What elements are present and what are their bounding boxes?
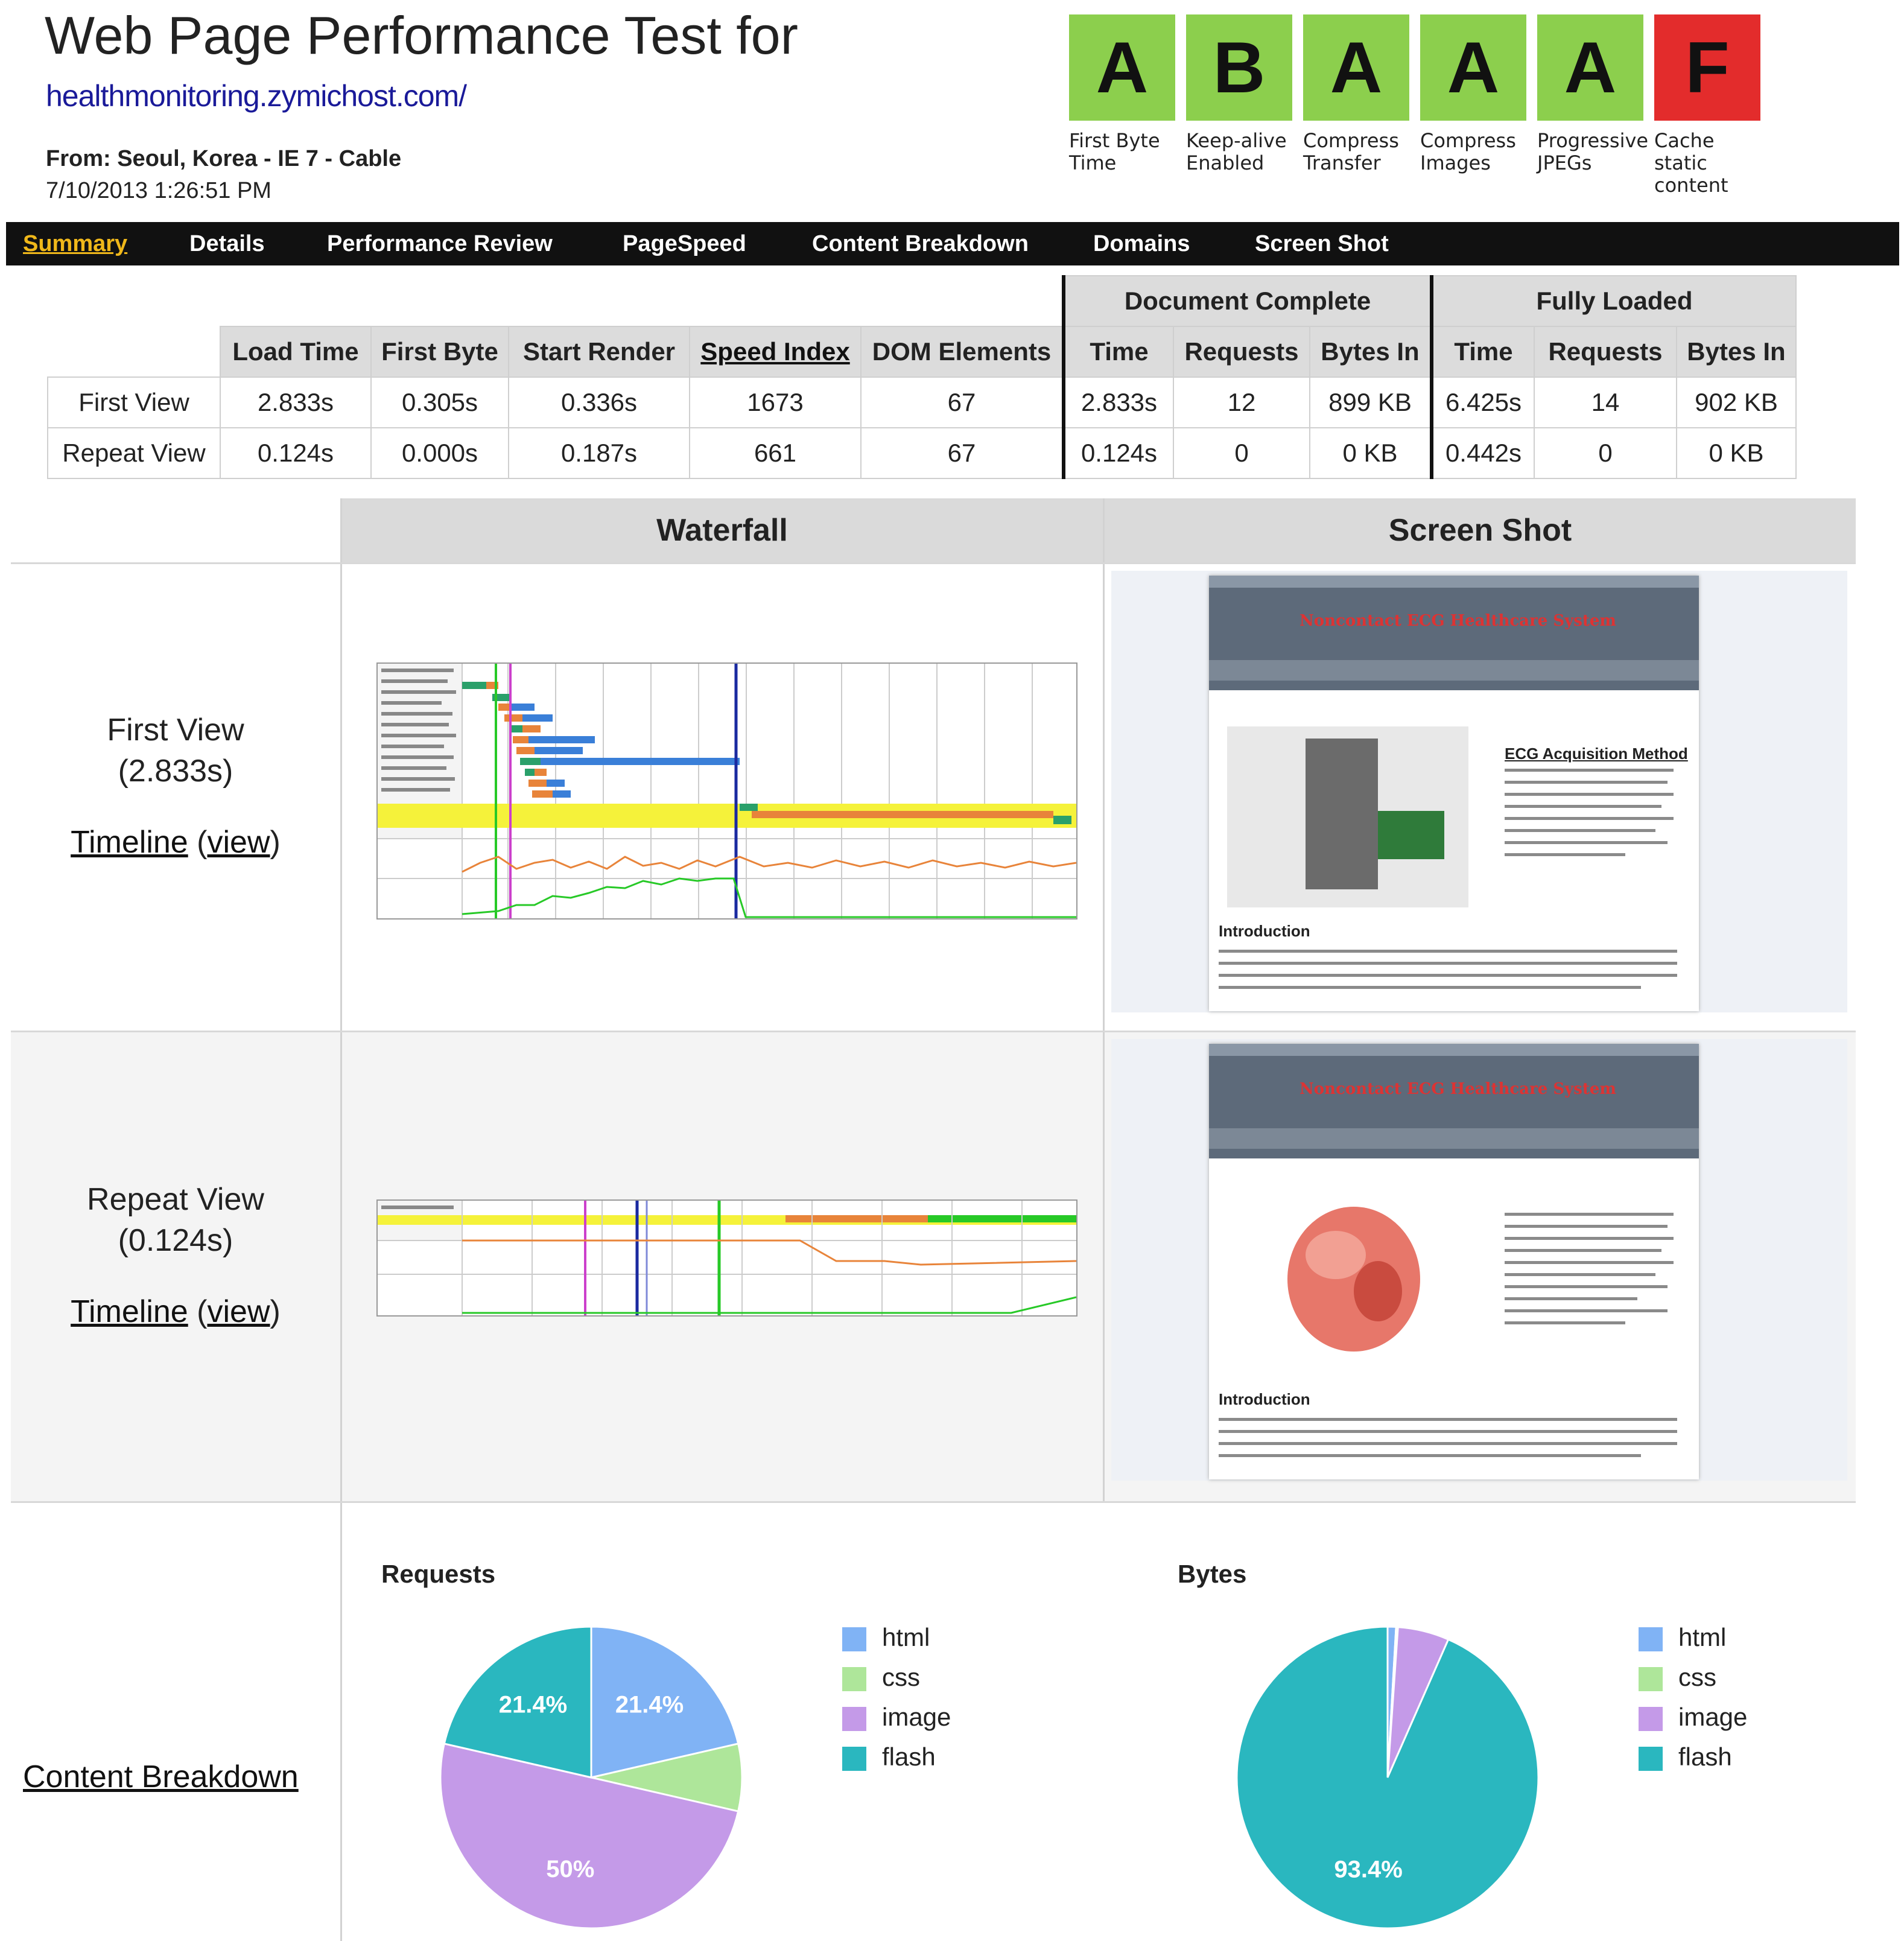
legend-swatch — [1639, 1707, 1663, 1731]
column-divider — [1103, 498, 1105, 1501]
table-cell: 0 KB — [1677, 428, 1796, 478]
nav-summary[interactable]: Summary — [23, 231, 128, 256]
tested-url-link[interactable]: healthmonitoring.zymichost.com/ — [46, 79, 467, 113]
test-location: From: Seoul, Korea - IE 7 - Cable — [46, 146, 402, 171]
legend-item-image — [1639, 1703, 1747, 1732]
legend-swatch — [1639, 1627, 1663, 1651]
grade-keep-alive-letter: B — [1186, 14, 1292, 121]
first-view-label: First View (2.833s) Timeline (view) — [11, 712, 340, 860]
grade-progressive-jpegs-letter: A — [1537, 14, 1643, 121]
table-cell: 902 KB — [1677, 377, 1796, 428]
table-row — [48, 428, 1796, 478]
legend-label: html — [1678, 1623, 1727, 1651]
legend-item-css — [842, 1663, 920, 1692]
screenshot-menu — [1209, 660, 1699, 681]
legend-label: image — [1678, 1703, 1748, 1731]
table-cell: 2.833s — [220, 377, 371, 428]
column-divider — [340, 498, 342, 1941]
col-doc-requests: Requests — [1173, 326, 1310, 377]
nav-domains[interactable]: Domains — [1093, 231, 1190, 256]
requests-pie-chart — [416, 1623, 766, 1937]
results-table — [47, 275, 1797, 479]
legend-swatch — [842, 1667, 866, 1691]
legend-item-image — [842, 1703, 951, 1732]
waterfall-header: Waterfall — [341, 498, 1103, 562]
col-doc-bytes: Bytes In — [1310, 326, 1432, 377]
row-divider — [11, 1031, 1856, 1032]
row-divider — [11, 562, 1856, 564]
pie-data-label: 93.4% — [1334, 1856, 1403, 1883]
legend-swatch — [842, 1627, 866, 1651]
screenshot-page — [1209, 576, 1699, 1011]
pie-data-label: 50% — [546, 1856, 595, 1883]
col-full-time: Time — [1432, 326, 1534, 377]
repeat-view-waterfall[interactable] — [376, 1199, 1077, 1317]
legend-item-html — [842, 1623, 930, 1652]
screenshot-intro-heading: Introduction — [1219, 922, 1310, 940]
first-view-title: First View — [107, 713, 244, 748]
screenshot-page — [1209, 1044, 1699, 1479]
bytes-pie-chart — [1213, 1623, 1563, 1937]
table-cell: 0.305s — [371, 377, 509, 428]
legend-swatch — [1639, 1747, 1663, 1771]
repeat-view-title: Repeat View — [87, 1182, 264, 1217]
screenshot-menu — [1209, 1128, 1699, 1149]
grade-first-byte-label: First Byte Time — [1069, 129, 1160, 174]
col-speed-index-link[interactable]: Speed Index — [700, 337, 850, 366]
screenshot-site-title: Noncontact ECG Healthcare System — [1299, 612, 1616, 630]
nav-pagespeed[interactable]: PageSpeed — [623, 231, 746, 256]
screenshot-banner — [1209, 576, 1699, 690]
first-view-time: (2.833s) — [118, 754, 233, 789]
legend-label: css — [1678, 1663, 1716, 1691]
legend-item-html — [1639, 1623, 1726, 1652]
waterfall-graphic — [378, 664, 1076, 918]
page-title: Web Page Performance Test for — [45, 5, 798, 65]
table-cell: 0.442s — [1432, 428, 1534, 478]
table-cell: 6.425s — [1432, 377, 1534, 428]
grade-progressive-jpegs-label: Progressive JPEGs — [1537, 129, 1649, 174]
col-first-byte: First Byte — [371, 326, 509, 377]
table-cell: 899 KB — [1310, 377, 1432, 428]
table-cell: 0 KB — [1310, 428, 1432, 478]
table-cell: 0 — [1534, 428, 1677, 478]
legend-label: flash — [1678, 1742, 1732, 1771]
table-cell: 67 — [861, 428, 1064, 478]
first-view-timeline-view-link[interactable]: view — [207, 825, 270, 860]
table-cell: 14 — [1534, 377, 1677, 428]
legend-item-flash — [842, 1742, 936, 1771]
legend-item-flash — [1639, 1742, 1732, 1771]
legend-label: css — [882, 1663, 920, 1691]
screenshot-banner — [1209, 1044, 1699, 1158]
grade-compress-transfer-label: Compress Transfer — [1303, 129, 1399, 174]
legend-label: image — [882, 1703, 951, 1731]
table-cell: 1673 — [690, 377, 861, 428]
table-cell: 2.833s — [1064, 377, 1173, 428]
group-fully-loaded: Fully Loaded — [1432, 276, 1796, 326]
row-label: Repeat View — [48, 428, 220, 478]
col-full-bytes: Bytes In — [1677, 326, 1796, 377]
content-breakdown-link[interactable]: Content Breakdown — [23, 1759, 299, 1794]
pie-slice-flash[interactable] — [1237, 1627, 1538, 1928]
bytes-chart-title: Bytes — [1178, 1560, 1247, 1588]
col-start-render: Start Render — [509, 326, 690, 377]
col-dom-elements: DOM Elements — [861, 326, 1064, 377]
screenshot-intro-heading: Introduction — [1219, 1390, 1310, 1408]
repeat-view-label: Repeat View (0.124s) Timeline (view) — [11, 1181, 340, 1330]
repeat-view-screenshot[interactable] — [1111, 1039, 1847, 1481]
first-view-timeline-link[interactable]: Timeline — [71, 825, 188, 860]
table-cell: 0.000s — [371, 428, 509, 478]
requests-chart-title: Requests — [381, 1560, 496, 1588]
table-row — [48, 377, 1796, 428]
table-cell: 12 — [1173, 377, 1310, 428]
legend-item-css — [1639, 1663, 1716, 1692]
pie-data-label: 21.4% — [498, 1691, 568, 1718]
grade-first-byte-letter: A — [1069, 14, 1175, 121]
legend-swatch — [1639, 1667, 1663, 1691]
table-cell: 0 — [1173, 428, 1310, 478]
table-cell: 0.187s — [509, 428, 690, 478]
col-load-time: Load Time — [220, 326, 371, 377]
repeat-view-time: (0.124s) — [118, 1223, 233, 1258]
legend-swatch — [842, 1747, 866, 1771]
pie-data-label: 21.4% — [615, 1691, 684, 1718]
screenshot-site-title: Noncontact ECG Healthcare System — [1299, 1080, 1616, 1098]
nav-details[interactable]: Details — [189, 231, 265, 256]
grade-cache-static-letter: F — [1654, 14, 1760, 121]
screenshot-heart-figure — [1245, 1189, 1462, 1370]
screenshot-section-heading: ECG Acquisition Method — [1505, 745, 1688, 763]
first-view-screenshot[interactable] — [1111, 571, 1847, 1012]
col-full-requests: Requests — [1534, 326, 1677, 377]
nav-performance-review[interactable]: Performance Review — [327, 231, 553, 256]
first-view-waterfall[interactable] — [376, 662, 1077, 920]
table-cell: 67 — [861, 377, 1064, 428]
legend-label: flash — [882, 1742, 936, 1771]
grade-cache-static-label: Cache static content — [1654, 129, 1728, 197]
table-cell: 0.124s — [1064, 428, 1173, 478]
nav-bar — [6, 222, 1899, 265]
grade-compress-transfer-letter: A — [1303, 14, 1409, 121]
test-date: 7/10/2013 1:26:51 PM — [46, 178, 271, 203]
waterfall-graphic — [378, 1201, 1076, 1315]
legend-swatch — [842, 1707, 866, 1731]
repeat-view-timeline-view-link[interactable]: view — [207, 1294, 270, 1329]
nav-content-breakdown[interactable]: Content Breakdown — [812, 231, 1029, 256]
table-cell: 0.336s — [509, 377, 690, 428]
screenshot-header: Screen Shot — [1105, 498, 1856, 562]
screenshot-figure — [1227, 726, 1468, 907]
nav-screen-shot[interactable]: Screen Shot — [1255, 231, 1389, 256]
row-divider — [11, 1501, 1856, 1503]
repeat-view-timeline-link[interactable]: Timeline — [71, 1294, 188, 1329]
group-document-complete: Document Complete — [1064, 276, 1432, 326]
col-doc-time: Time — [1064, 326, 1173, 377]
grade-keep-alive-label: Keep-alive Enabled — [1186, 129, 1287, 174]
grade-compress-images-label: Compress Images — [1420, 129, 1516, 174]
grade-compress-images-letter: A — [1420, 14, 1526, 121]
table-cell: 0.124s — [220, 428, 371, 478]
legend-label: html — [882, 1623, 930, 1651]
table-cell: 661 — [690, 428, 861, 478]
row-label: First View — [48, 377, 220, 428]
